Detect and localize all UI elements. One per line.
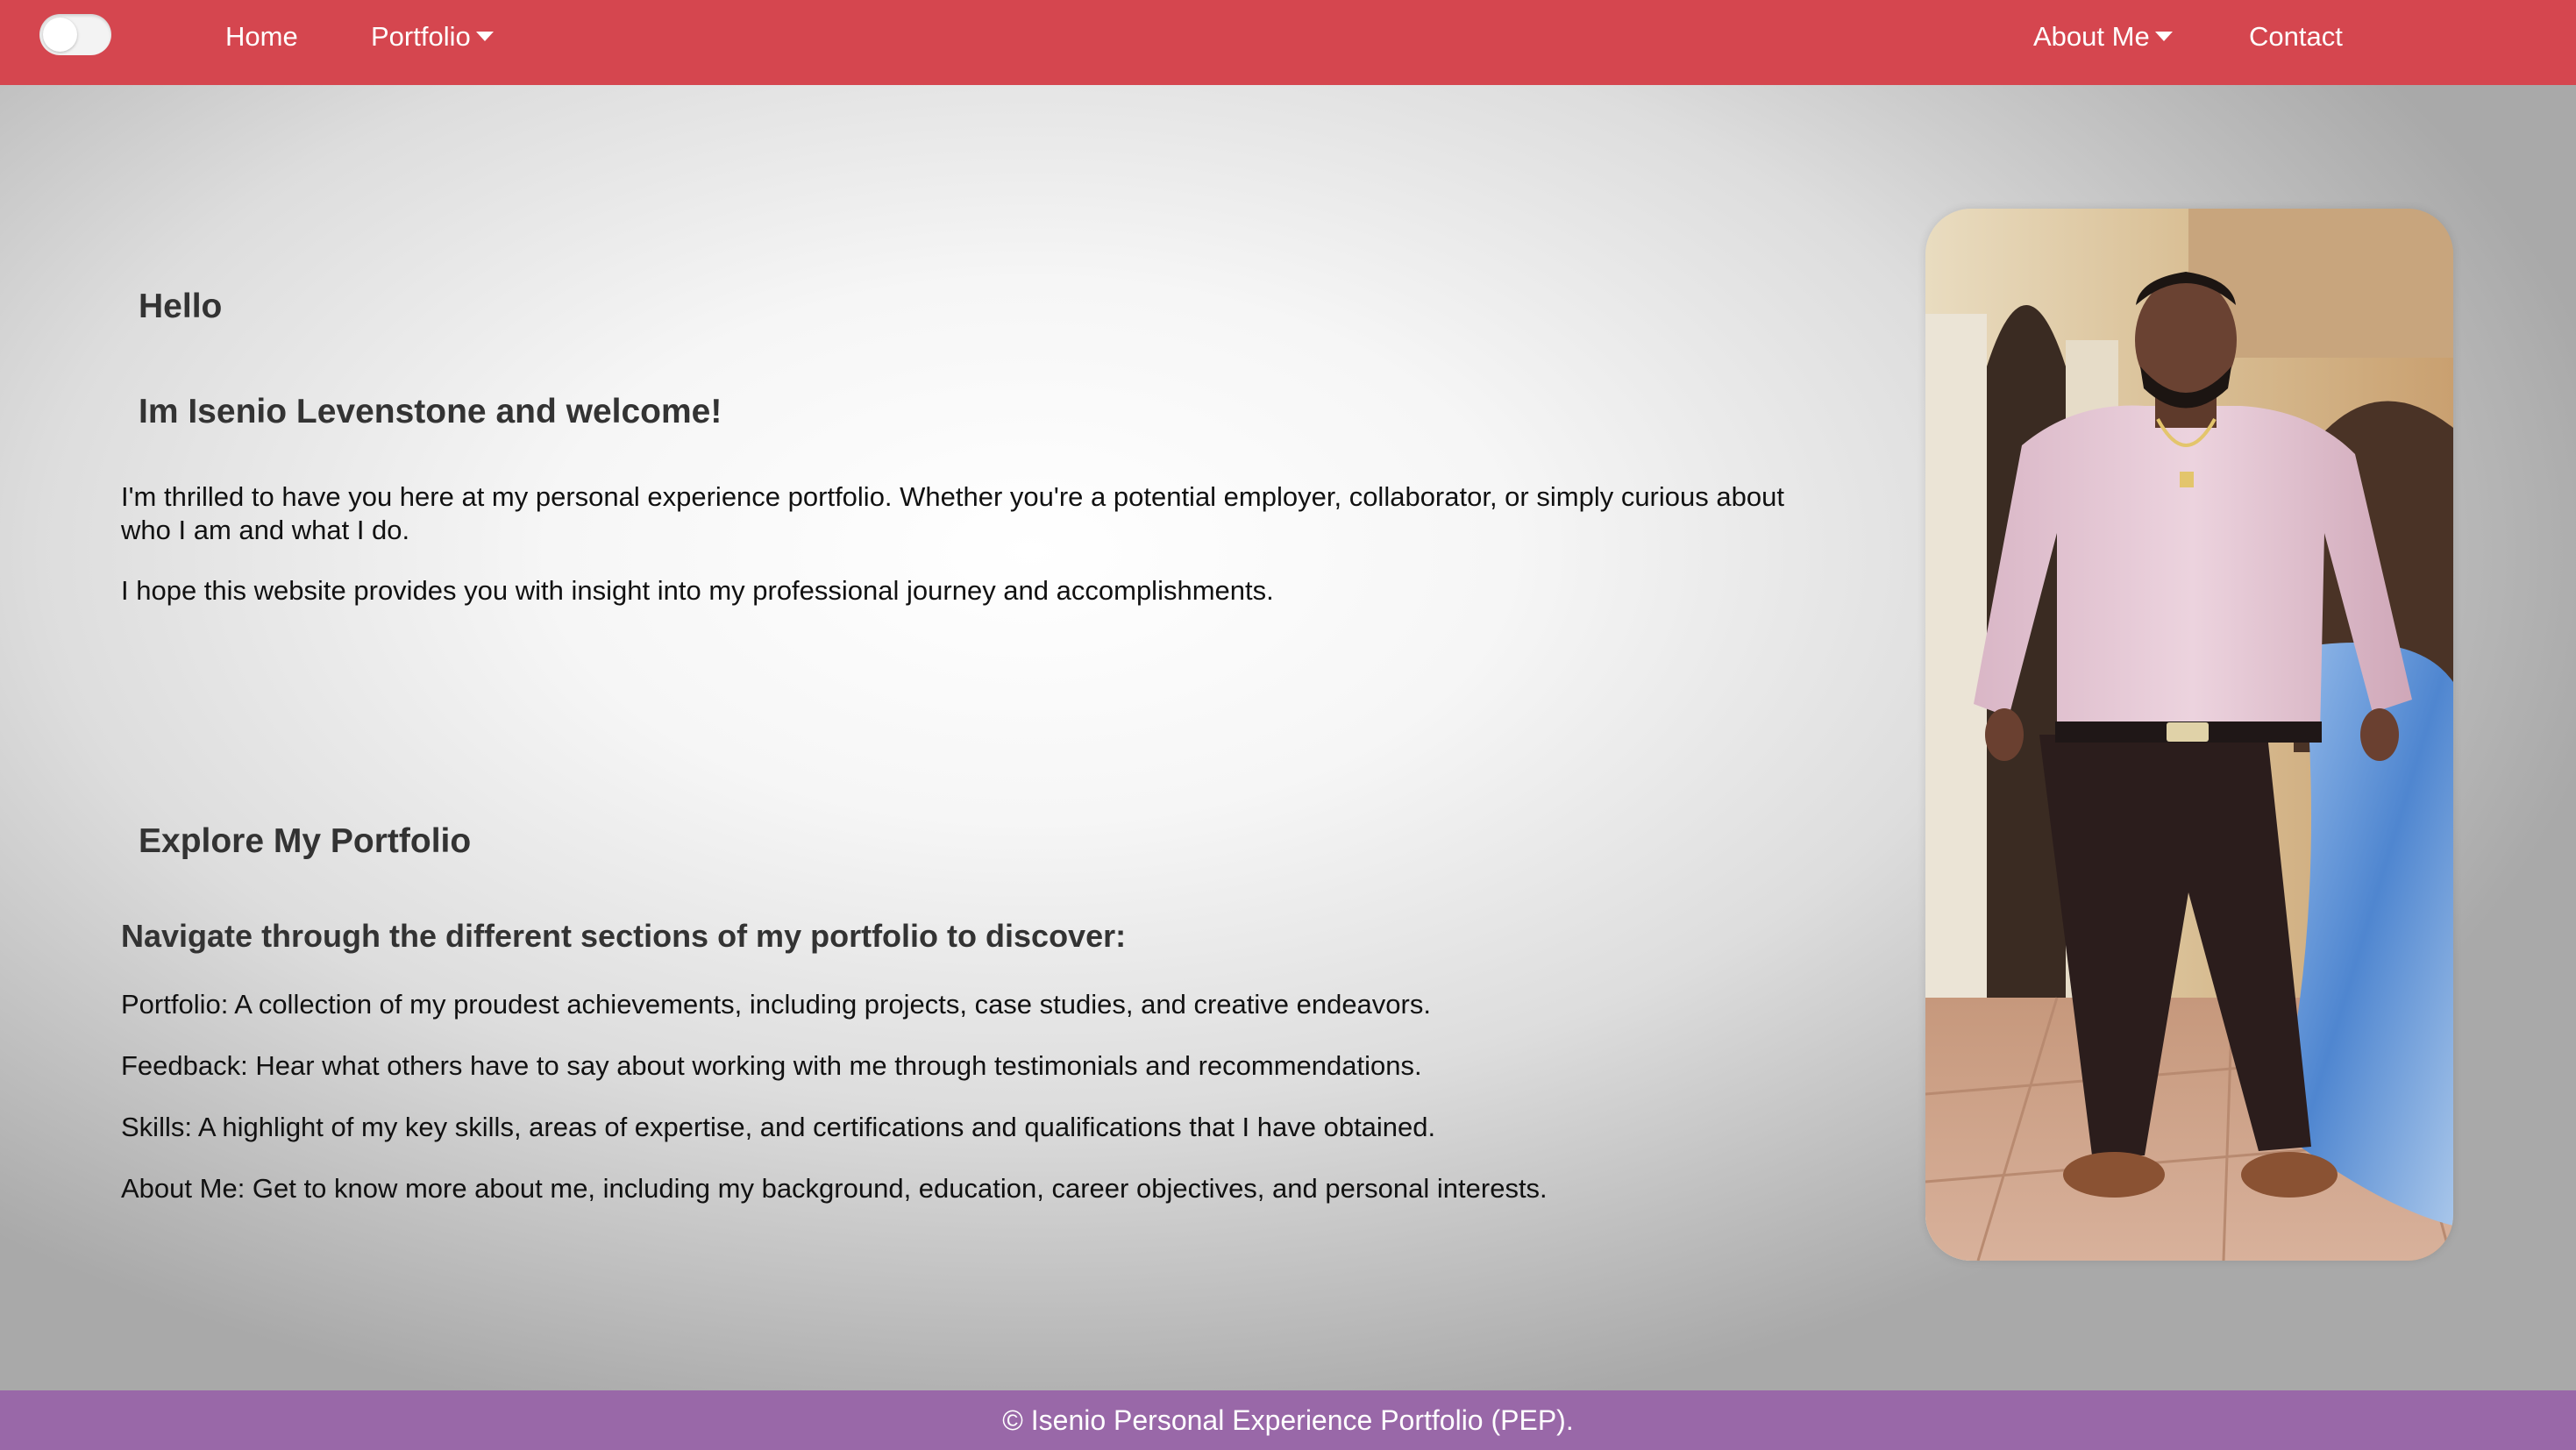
caret-down-icon <box>476 32 494 41</box>
section-description-about-me: About Me: Get to know more about me, including my background, education, career objectives, and personal interests. <box>121 1173 1548 1204</box>
theme-toggle-switch[interactable] <box>39 14 111 55</box>
section-description-portfolio: Portfolio: A collection of my proudest achievements, including projects, case studies, and creative endeavors. <box>121 989 1431 1020</box>
page-footer <box>0 1390 2576 1450</box>
nav-home-link[interactable] <box>225 19 298 54</box>
explore-subheading: Navigate through the different sections of my portfolio to discover: <box>121 918 1127 954</box>
profile-photo <box>1925 209 2453 1261</box>
nav-contact-link[interactable] <box>2249 19 2343 54</box>
nav-portfolio-dropdown[interactable] <box>371 19 494 54</box>
footer-copyright: © Isenio Personal Experience Portfolio (PEP). <box>1002 1404 1574 1436</box>
nav-home-label: Home <box>225 21 298 52</box>
welcome-heading: Im Isenio Levenstone and welcome! <box>139 393 722 430</box>
nav-about-dropdown[interactable] <box>2033 19 2173 54</box>
nav-portfolio-label: Portfolio <box>371 21 471 52</box>
nav-contact-label: Contact <box>2249 21 2343 52</box>
section-description-feedback: Feedback: Hear what others have to say about working with me through testimonials and recommendations. <box>121 1050 1422 1081</box>
top-navbar <box>0 0 2576 85</box>
intro-paragraph: I'm thrilled to have you here at my personal experience portfolio. Whether you're a potential employer, collaborator, or simply curious about who I am and what I do. <box>121 481 1784 545</box>
intro-paragraph: I hope this website provides you with insight into my professional journey and accomplishments. <box>121 575 1274 606</box>
nav-about-label: About Me <box>2033 21 2150 52</box>
caret-down-icon <box>2155 32 2173 41</box>
explore-heading: Explore My Portfolio <box>139 822 472 860</box>
section-description-skills: Skills: A highlight of my key skills, areas of expertise, and certifications and qualifications that I have obtained. <box>121 1112 1436 1142</box>
toggle-knob <box>43 18 77 52</box>
greeting-heading: Hello <box>139 288 223 325</box>
